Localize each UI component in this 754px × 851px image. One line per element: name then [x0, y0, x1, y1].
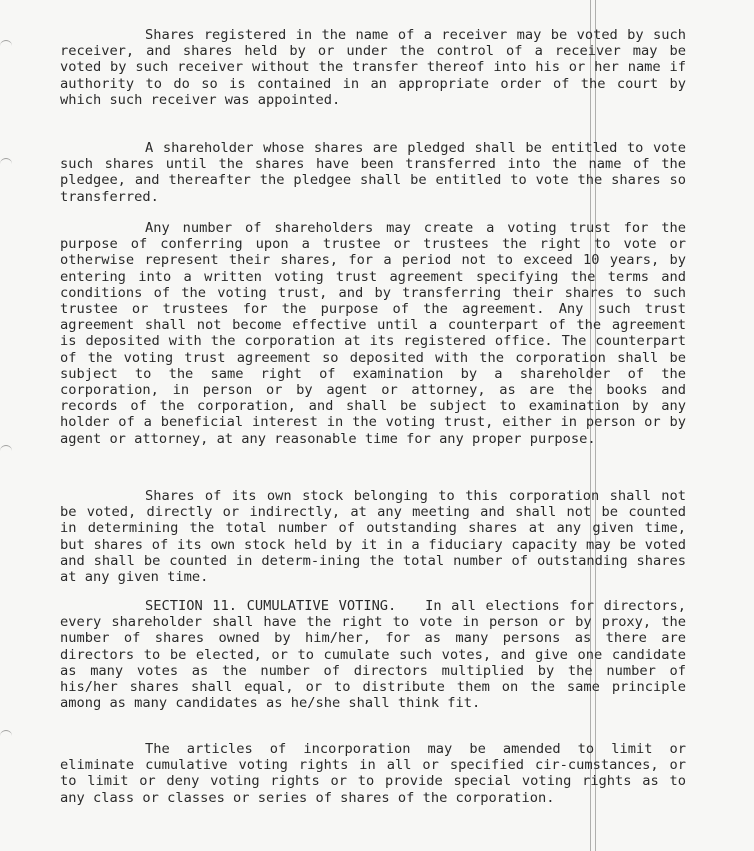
- binder-hole-mark: [0, 40, 12, 55]
- section-11-paragraph: [60, 598, 686, 711]
- binder-hole-mark: [0, 445, 12, 460]
- section-11-heading: SECTION 11. CUMULATIVE VOTING.: [145, 598, 397, 614]
- paragraph-voting-trust: Any number of shareholders may create a voting trust for the purpose of conferring upon a trustee or trustees the right to vote or otherwise represent their shares, for a period not to exceed 10 years, by entering into a written voting trust agreement specifying the terms and conditions of the voting trust, and by transferring their shares to such trustee or trustees for the purpose of the agreement. Any such trust agreement shall not become effective until a counterpart of the agreement is deposited with the corporation at its registered office. The counterpart of the voting trust agreement so deposited with the corporation shall be subject to the same right of examination by a shareholder of the corporation, in person or by agent or attorney, as are the books and records of the corporation, and shall be subject to examination by any holder of a beneficial interest in the voting trust, either in person or by agent or attorney, at any reasonable time for any proper purpose.: [60, 220, 686, 447]
- paragraph-pledged-shares: A shareholder whose shares are pledged shall be entitled to vote such shares until the shares have been transferred into the name of the pledgee, and thereafter the pledgee shall be entitled to vote the shares so transferred.: [60, 140, 686, 205]
- paragraph-own-stock: Shares of its own stock belonging to this corporation shall not be voted, directly or indirectly, at any meeting and shall not be counted in determining the total number of outstanding shares at any given time, but shares of its own stock held by it in a fiduciary capacity may be voted and shall be counted in determ-ining the total number of outstanding shares at any given time.: [60, 488, 686, 586]
- binder-hole-mark: [0, 730, 12, 745]
- paragraph-articles-amendment: The articles of incorporation may be amended to limit or eliminate cumulative voting rights in all or specified cir-cumstances, or to limit or deny voting rights or to provide special voting rights as to any class or classes or series of shares of the corporation.: [60, 741, 686, 806]
- paragraph-receiver-shares: Shares registered in the name of a receiver may be voted by such receiver, and shares held by or under the control of a receiver may be voted by such receiver without the transfer thereof into his or her name if authority to do so is contained in an appropriate order of the court by which such receiver was appointed.: [60, 27, 686, 108]
- section-11-body: In all elections for directors, every shareholder shall have the right to vote in person or by proxy, the number of shares owned by him/her, for as many persons as there are directors to be elected, or to cumulate such votes, and give one candidate as many votes as the number of directors multiplied by the number of his/her shares shall equal, or to distribute them on the same principle among as many candidates as he/she shall think fit.: [60, 598, 686, 712]
- binder-hole-mark: [0, 158, 12, 173]
